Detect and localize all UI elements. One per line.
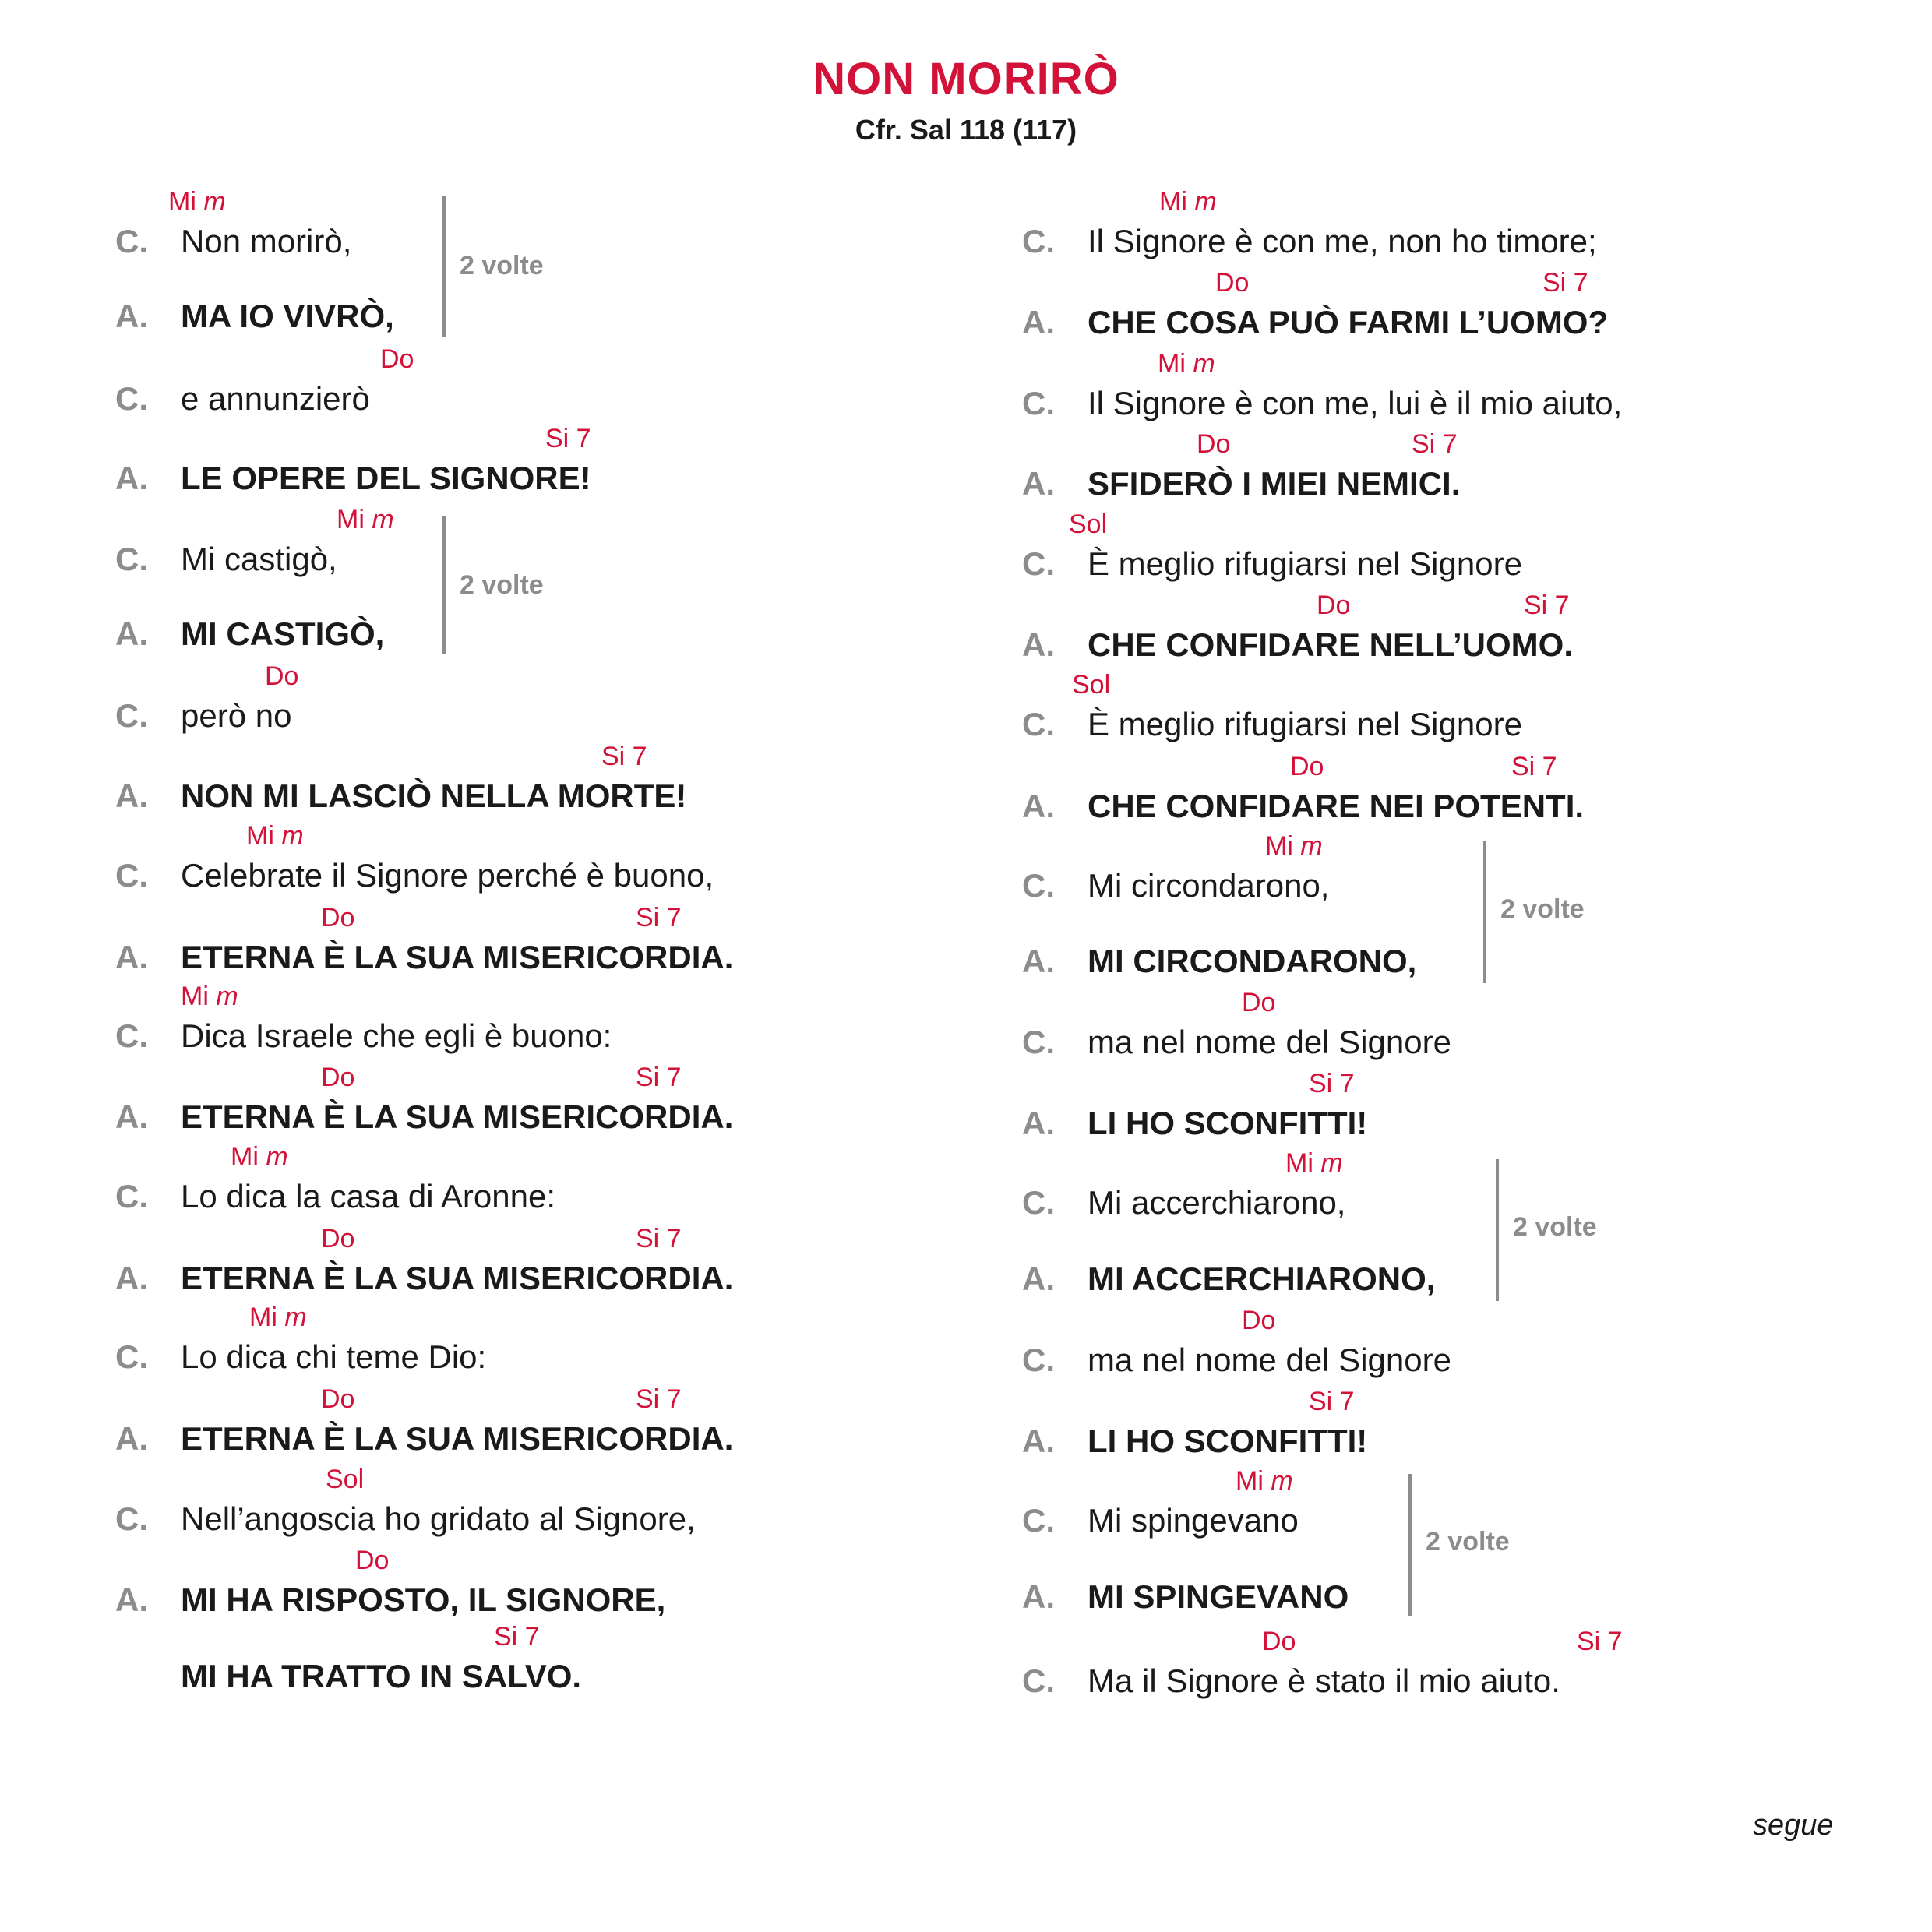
role-label: C. [1022,1184,1055,1221]
chord: Do [1242,1306,1276,1335]
lyric-text: Il Signore è con me, non ho timore; [1088,223,1597,259]
lyric-text: SFIDERÒ I MIEI NEMICI. [1088,465,1461,502]
chord: Do [1242,988,1276,1017]
chord: Mi m [337,505,394,534]
lyric-text: Ma il Signore è stato il mio aiuto. [1088,1662,1560,1699]
role-label: C. [115,380,148,417]
lyric-text: Lo dica la casa di Aronne: [181,1178,555,1215]
chord: Mi m [1265,831,1323,861]
chord: Do [321,1063,355,1092]
chord: Si 7 [1524,591,1570,620]
lyric-text: Mi circondarono, [1088,867,1330,904]
lyric-text: ma nel nome del Signore [1088,1024,1451,1060]
chord: Do [321,1224,355,1253]
role-label: C. [115,1017,148,1054]
role-label: A. [1022,626,1055,663]
lyric-text: LE OPERE DEL SIGNORE! [181,460,591,496]
role-label: C. [1022,1341,1055,1378]
role-label: C. [115,1500,148,1537]
role-label: C. [115,697,148,734]
repeat-label: 2 volte [1500,894,1585,924]
lyric-text: È meglio rifugiarsi nel Signore [1088,706,1522,742]
lyric-text: MI CASTIGÒ, [181,615,385,652]
role-label: C. [1022,1024,1055,1060]
chord: Mi m [168,187,226,217]
lyric-text: però no [181,697,292,734]
chord: Sol [1069,509,1108,539]
chord: Do [321,903,355,933]
role-label: A. [1022,1105,1055,1141]
role-label: C. [1022,867,1055,904]
lyric-text: Nell’angoscia ho gridato al Signore, [181,1500,696,1537]
chord: Si 7 [1577,1627,1623,1656]
role-label: C. [115,1178,148,1215]
chord: Do [1197,429,1231,459]
lyric-text: È meglio rifugiarsi nel Signore [1088,545,1522,582]
lyric-text: MI ACCERCHIARONO, [1088,1260,1436,1297]
role-label: A. [1022,943,1055,979]
repeat-bar [1483,841,1486,983]
role-label: C. [1022,1662,1055,1699]
lyric-text: NON MI LASCIÒ NELLA MORTE! [181,777,687,814]
lyric-text: ma nel nome del Signore [1088,1341,1451,1378]
chord: Si 7 [636,1063,682,1092]
lyric-text: LI HO SCONFITTI! [1088,1105,1368,1141]
role-label: A. [1022,1578,1055,1615]
chord: Si 7 [1412,429,1458,459]
chord: Si 7 [494,1622,540,1652]
lyric-text: MI SPINGEVANO [1088,1578,1349,1615]
role-label: A. [115,777,148,814]
chord: Do [355,1546,390,1575]
lyric-text: MI HA RISPOSTO, IL SIGNORE, [181,1581,666,1618]
role-label: C. [1022,223,1055,259]
role-label: A. [115,460,148,496]
repeat-label: 2 volte [1426,1527,1510,1557]
chord: Si 7 [636,1224,682,1253]
chord: Si 7 [636,903,682,933]
chord: Do [1290,752,1324,781]
lyric-text: e annunzierò [181,380,370,417]
chord: Mi m [1236,1466,1293,1496]
role-label: C. [1022,545,1055,582]
lyric-text: Dica Israele che egli è buono: [181,1017,612,1054]
chord: Do [321,1384,355,1414]
chord: Do [1262,1627,1296,1656]
lyric-text: Mi spingevano [1088,1502,1299,1539]
chord: Si 7 [601,742,647,771]
role-label: C. [115,223,148,259]
role-label: A. [115,1260,148,1296]
repeat-label: 2 volte [1513,1212,1597,1242]
chord: Mi m [1158,349,1215,379]
repeat-bar [1408,1474,1412,1616]
role-label: A. [1022,788,1055,824]
chord: Si 7 [1309,1069,1355,1098]
chord: Mi m [1285,1148,1343,1178]
role-label: A. [115,615,148,652]
chord: Mi m [231,1142,288,1172]
chord: Si 7 [1511,752,1557,781]
repeat-bar [1496,1159,1499,1301]
song-reference: Cfr. Sal 118 (117) [855,114,1077,146]
role-label: C. [1022,385,1055,421]
lyric-text: ETERNA È LA SUA MISERICORDIA. [181,1420,734,1457]
role-label: C. [1022,1502,1055,1539]
role-label: A. [1022,1260,1055,1297]
chord: Si 7 [636,1384,682,1414]
chord: Do [1317,591,1351,620]
role-label: C. [115,857,148,894]
chord: Si 7 [1309,1387,1355,1416]
repeat-label: 2 volte [460,251,544,280]
chord: Sol [1072,670,1111,700]
role-label: A. [115,1581,148,1618]
lyric-text: LI HO SCONFITTI! [1088,1423,1368,1459]
role-label: A. [115,1420,148,1457]
role-label: C. [115,1338,148,1375]
chord: Do [265,661,299,691]
chord: Mi m [1159,187,1217,217]
lyric-text: MI HA TRATTO IN SALVO. [181,1658,582,1694]
chord: Mi m [246,821,304,851]
lyric-text: ETERNA È LA SUA MISERICORDIA. [181,939,734,975]
chord: Do [380,344,414,374]
lyric-text: Celebrate il Signore perché è buono, [181,857,714,894]
role-label: A. [115,298,148,334]
lyric-text: Non morirò, [181,223,352,259]
lyric-text: CHE COSA PUÒ FARMI L’UOMO? [1088,304,1609,340]
lyric-text: MI CIRCONDARONO, [1088,943,1417,979]
lyric-text: ETERNA È LA SUA MISERICORDIA. [181,1098,734,1135]
song-title: NON MORIRÒ [813,54,1119,104]
lyric-text: Il Signore è con me, lui è il mio aiuto, [1088,385,1623,421]
role-label: A. [115,1098,148,1135]
repeat-bar [442,516,446,654]
role-label: A. [115,939,148,975]
role-label: C. [115,541,148,577]
role-label: A. [1022,465,1055,502]
role-label: A. [1022,304,1055,340]
lyric-text: MA IO VIVRÒ, [181,298,394,334]
lyric-text: CHE CONFIDARE NELL’UOMO. [1088,626,1574,663]
lyric-text: CHE CONFIDARE NEI POTENTI. [1088,788,1585,824]
role-label: C. [1022,706,1055,742]
chord: Si 7 [1542,268,1588,298]
lyric-text: Mi accerchiarono, [1088,1184,1346,1221]
repeat-bar [442,196,446,337]
continues-label: segue [1753,1809,1834,1842]
lyric-text: ETERNA È LA SUA MISERICORDIA. [181,1260,734,1296]
chord: Mi m [249,1303,307,1332]
lyric-text: Lo dica chi teme Dio: [181,1338,487,1375]
repeat-label: 2 volte [460,570,544,600]
chord: Sol [326,1465,365,1494]
role-label: A. [1022,1423,1055,1459]
lyric-text: Mi castigò, [181,541,337,577]
chord: Mi m [181,982,238,1011]
chord: Si 7 [545,424,591,453]
chord: Do [1215,268,1250,298]
